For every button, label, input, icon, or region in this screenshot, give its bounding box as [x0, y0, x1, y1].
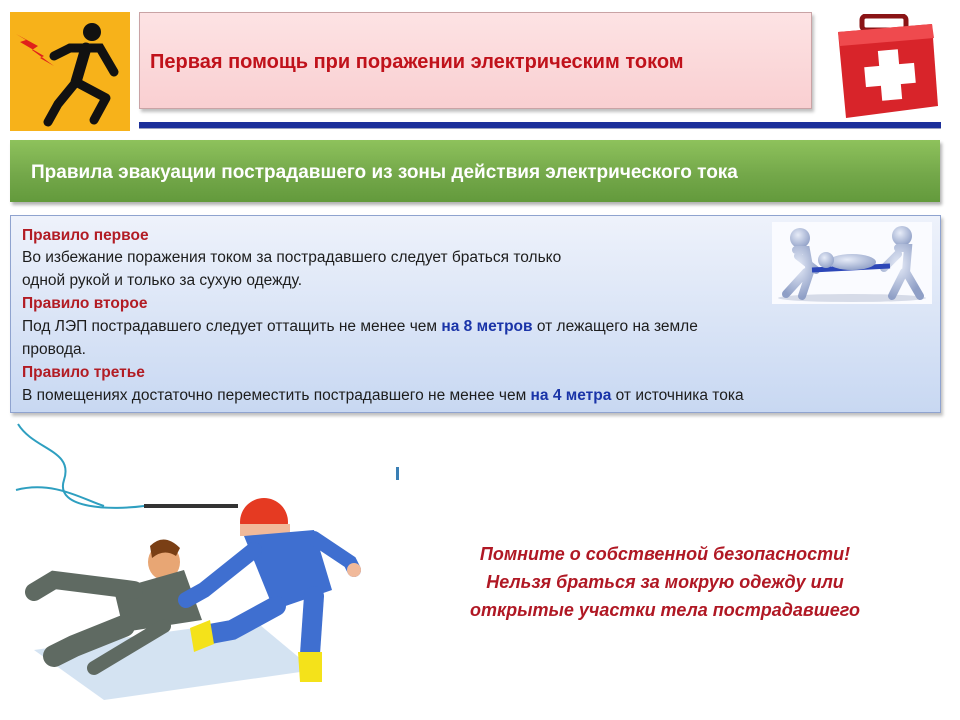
title-box	[139, 12, 812, 109]
stretcher-carry-illustration	[772, 222, 932, 304]
section-title: Правила эвакуации пострадавшего из зоны действия электрического тока	[31, 162, 738, 183]
first-aid-kit-icon	[832, 14, 942, 119]
reminder-line-2: Нельзя браться за мокрую одежду или	[486, 572, 844, 592]
rule-3-heading: Правило третье	[22, 364, 145, 381]
safety-reminder	[400, 540, 930, 624]
reminder-line-1: Помните о собственной безопасности!	[479, 544, 851, 564]
rule-2-text-line2: провода.	[22, 341, 86, 358]
rule-2-highlight: на 8 метров	[441, 318, 533, 335]
section-banner	[10, 140, 940, 202]
reminder-line-3: открытые участки тела пострадавшего	[470, 600, 860, 620]
rule-2-text-line1	[22, 317, 698, 336]
rule-2-heading: Правило второе	[22, 295, 148, 312]
rule-1-text-line2: одной рукой и только за сухую одежду.	[22, 272, 303, 289]
rule-3-highlight: на 4 метра	[530, 387, 612, 404]
rescuer-pulling-victim-illustration	[14, 420, 374, 700]
decorative-mark	[396, 467, 399, 480]
rule-1-text-line1: Во избежание поражения током за пострадавшего следует браться только	[22, 249, 562, 266]
title-underline-thin	[139, 128, 941, 129]
rule-1-heading: Правило первое	[22, 227, 149, 244]
rule-2-text-before: Под ЛЭП пострадавшего следует оттащить не менее чем	[22, 318, 442, 335]
page-title: Первая помощь при поражении электрическим током	[150, 51, 684, 73]
rule-3-text-before: В помещениях достаточно переместить пострадавшего не менее чем	[22, 387, 531, 404]
rule-3-text-line1	[22, 386, 744, 405]
rule-3-text-after: от источника тока	[611, 387, 744, 404]
rule-2-text-after: от лежащего на земле	[532, 318, 698, 335]
electric-shock-warning-icon	[10, 12, 130, 131]
